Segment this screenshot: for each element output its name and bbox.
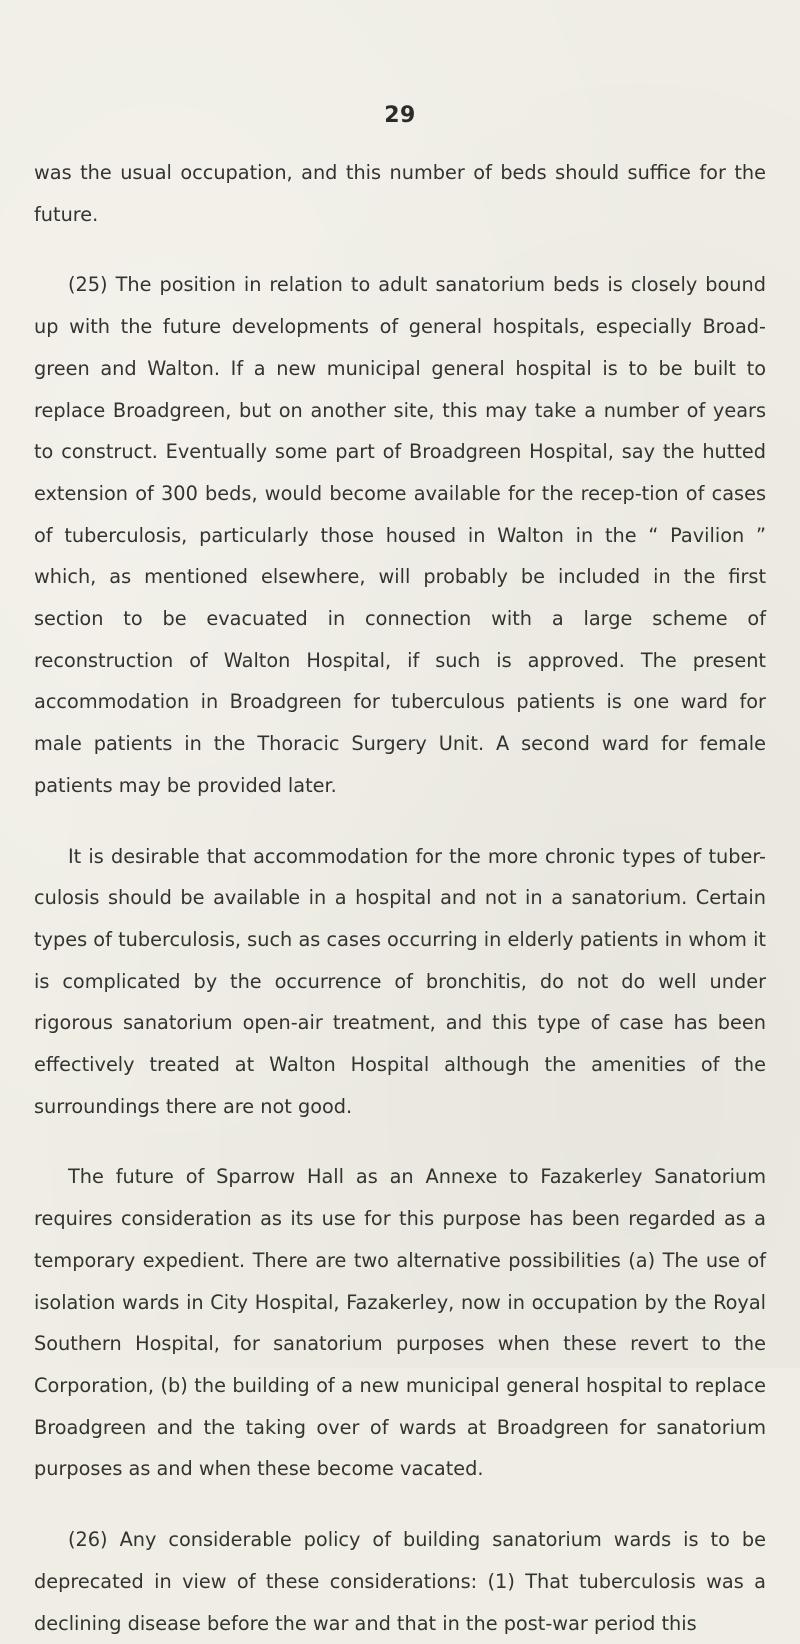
- paragraph-chronic-types: It is desirable that accommodation for the more chronic types of tuber-culosis should be available in a hospital and not in a sanatorium. Certain types of tuberculosis, such as cases occurring in elderly patients in whom it is complicated by the occurrence of bronchitis, do not do well under rigorous sanatorium open-air treatment, and this type of case has been effectively treated at Walton Hospital although the amenities of the surroundings there are not good.: [34, 844, 766, 1118]
- paragraph-sparrow-hall: The future of Sparrow Hall as an Annexe to Fazakerley Sanatorium requires consideration as its use for this purpose has been regarded as a temporary expedient. There are two alternative possibilities (a) The use of isolation wards in City Hospital, Fazakerley, now in occupation by the Royal Southern Hospital, for sanatorium purposes when these revert to the Corporation, (b) the building of a new municipal general hospital to replace Broadgreen and the taking over of wards at Broadgreen for sanatorium purposes as and when these become vacated.: [34, 1165, 766, 1481]
- paragraph-continuation: was the usual occupation, and this number of beds should suffice for the future.: [34, 161, 766, 226]
- paragraph-26: (26) Any considerable policy of building sanatorium wards is to be deprecated in view of these considerations: (1) That tuberculosis was a declining disease before the war and that in the post-war period this: [34, 1528, 766, 1635]
- paragraph-25: (25) The position in relation to adult sanatorium beds is closely bound up with the future developments of general hospitals, especially Broad-green and Walton. If a new municipal general hospital is to be built to replace Broadgreen, but on another site, this may take a number of years to construct. Eventually some part of Broadgreen Hospital, say the hutted extension of 300 beds, would become available for the recep-tion of cases of tuberculosis, particularly those housed in Walton in the “ Pavilion ” which, as mentioned elsewhere, will probably be included in the first section to be evacuated in connection with a large scheme of reconstruction of Walton Hospital, if such is approved. The present accommodation in Broadgreen for tuberculous patients is one ward for male patients in the Thoracic Surgery Unit. A second ward for female patients may be provided later.: [34, 273, 766, 797]
- body-text: [34, 152, 766, 1644]
- page-number: 29: [384, 103, 416, 128]
